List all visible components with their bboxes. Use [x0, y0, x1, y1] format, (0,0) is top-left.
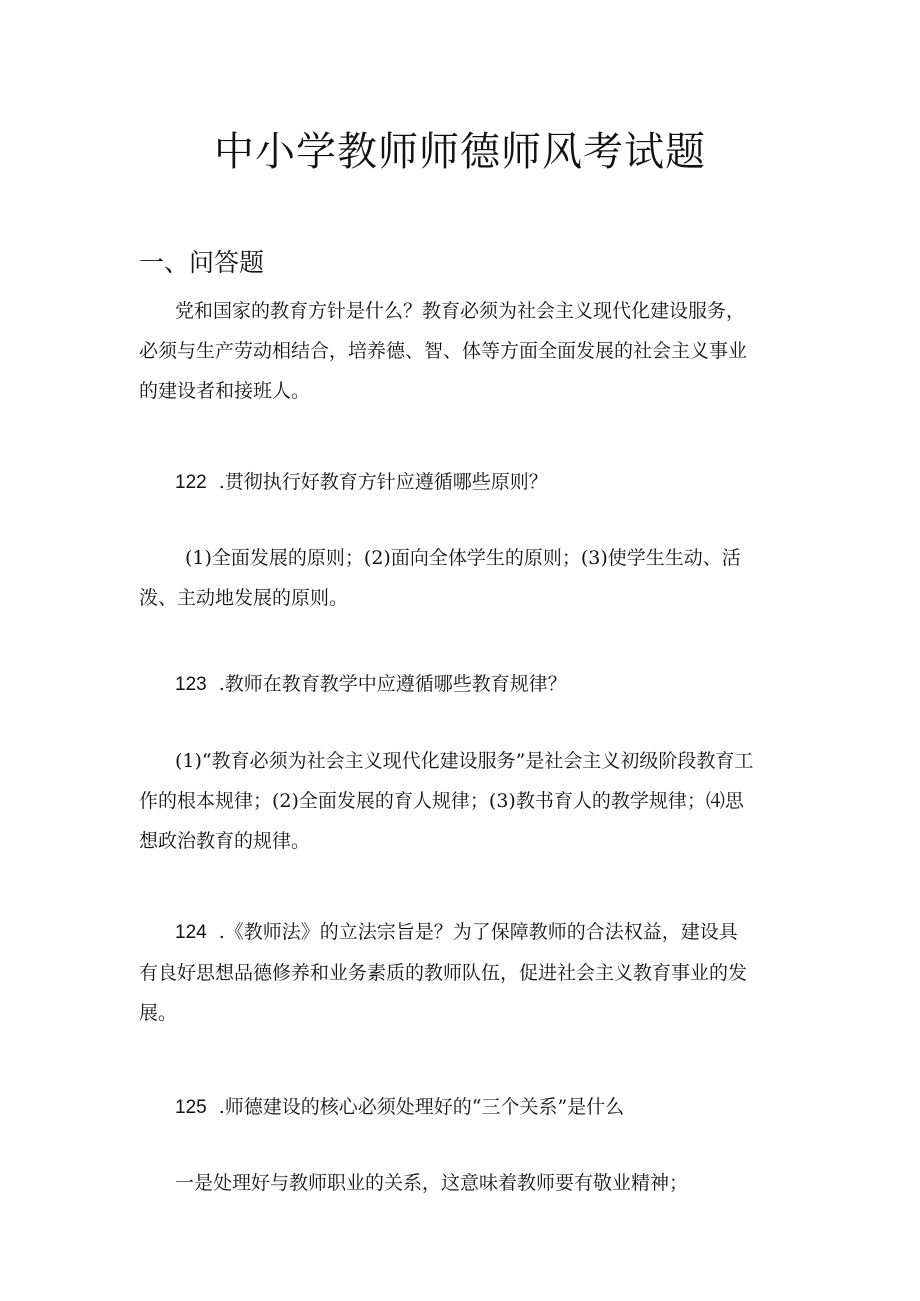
question-text: .《教师法》的立法宗旨是？为了保障教师的合法权益，建设具 — [218, 921, 738, 943]
question-line: 展。 — [139, 1002, 178, 1024]
question-124 — [139, 912, 784, 1033]
answer-line: (1)全面发展的原则；(2)面向全体学生的原则；(3)使学生生动、活 — [185, 547, 741, 569]
answer-line: 作的根本规律；(2)全面发展的育人规律；(3)教书育人的教学规律；⑷思 — [139, 790, 744, 812]
intro-line: 的建设者和接班人。 — [139, 380, 311, 402]
question-line — [139, 1087, 784, 1128]
question-line — [139, 912, 784, 953]
answer-line: 一是处理好与教师职业的关系，这意味着教师要有敬业精神； — [175, 1172, 689, 1194]
intro-line: 必须与生产劳动相结合，培养德、智、体等方面全面发展的社会主义事业 — [139, 340, 748, 362]
question-number: 123 — [175, 674, 207, 695]
question-122 — [139, 462, 784, 503]
intro-paragraph — [139, 291, 784, 411]
answer-line: 泼、主动地发展的原则。 — [139, 587, 349, 609]
answer-line: (1)“教育必须为社会主义现代化建设服务”是社会主义初级阶段教育工 — [175, 750, 754, 772]
question-number: 125 — [175, 1097, 207, 1118]
answer-123 — [139, 741, 784, 861]
intro-line: 党和国家的教育方针是什么？教育必须为社会主义现代化建设服务， — [175, 300, 746, 322]
answer-122 — [139, 538, 784, 618]
question-text: .教师在教育教学中应遵循哪些教育规律？ — [218, 673, 567, 695]
section-heading: 一、问答题 — [139, 248, 265, 277]
question-line — [139, 462, 784, 503]
question-123 — [139, 664, 784, 705]
question-text: .师德建设的核心必须处理好的“三个关系”是什么 — [218, 1096, 625, 1118]
question-line: 有良好思想品德修养和业务素质的教师队伍，促进社会主义教育事业的发 — [139, 962, 748, 984]
answer-line: 想政治教育的规律。 — [139, 830, 311, 852]
answer-125 — [139, 1163, 784, 1203]
question-text: .贯彻执行好教育方针应遵循哪些原则？ — [218, 471, 548, 493]
question-number: 122 — [175, 472, 207, 493]
question-125 — [139, 1087, 784, 1128]
document-title: 中小学教师师德师风考试题 — [214, 129, 706, 175]
question-number: 124 — [175, 922, 207, 943]
question-line — [139, 664, 784, 705]
